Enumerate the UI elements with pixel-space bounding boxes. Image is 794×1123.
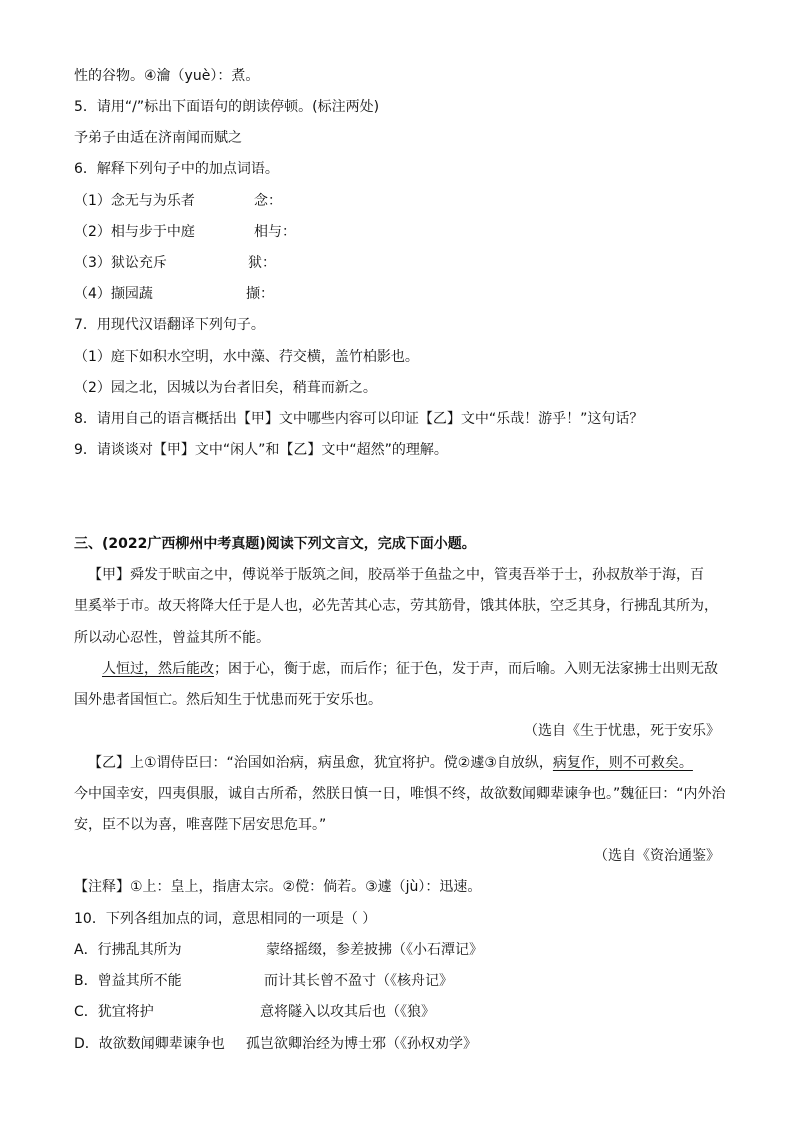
q10-option-d: D．故欲数闻卿辈谏争也 孤岂欲卿治经为博士邪（《孙权劝学》 <box>74 1036 477 1052</box>
q10-option-a: A．行拂乱其所为 蒙络摇缀，参差披拂（《小石潭记》 <box>74 942 483 958</box>
q7-item-2: （2）园之北，因城以为台者旧矣，稍葺而新之。 <box>74 380 377 396</box>
jia-paragraph-1-line-3: 所以动心忍性，曾益其所不能。 <box>74 630 270 646</box>
q6-item-4 <box>74 284 274 304</box>
underlined-phrase: 病复作，则不可救矣。 <box>552 755 693 771</box>
q6-item-2 <box>74 222 296 242</box>
q6-item-word: 念： <box>254 193 282 209</box>
annotation-notes: 【注释】①上：皇上，指唐太宗。②傥：倘若。③遽（jù）：迅速。 <box>74 879 482 895</box>
question-6: 6．解释下列句子中的加点词语。 <box>74 161 279 177</box>
yi-line-1: 【乙】上①谓侍臣曰：“治国如治病，病虽愈，犹宜将护。傥②遽③自放纵，病复作，则不可救矣。 <box>88 755 693 771</box>
question-7: 7．用现代汉语翻译下列句子。 <box>74 317 265 333</box>
jia-source: （选自《生于忧患，死于安乐》 <box>524 723 720 739</box>
q6-item-sentence: （3）狱讼充斥 <box>74 255 167 271</box>
yi-line-3: 安，臣不以为喜，唯喜陛下居安思危耳。” <box>74 817 327 833</box>
section-three-heading: 三、(2022广西柳州中考真题)阅读下列文言文，完成下面小题。 <box>74 536 476 552</box>
jia-paragraph-1-line-2: 里奚举于市。故天将降大任于是人也，必先苦其心志，劳其筋骨，饿其体肤，空乏其身，行拂乱其所为， <box>74 598 718 614</box>
question-5-sentence: 予弟子由适在济南闻而赋之 <box>74 130 242 146</box>
q6-item-1 <box>74 191 282 211</box>
question-10: 10．下列各组加点的词，意思相同的一项是（ ） <box>74 911 377 927</box>
q6-item-sentence: （1）念无与为乐者 <box>74 193 195 209</box>
jia-paragraph-1-line-1: 【甲】舜发于畎亩之中，傅说举于版筑之间，胶鬲举于鱼盐之中，管夷吾举于士，孙叔敖举于海，百 <box>88 567 704 583</box>
underlined-phrase: 人恒过，然后能改 <box>102 661 214 677</box>
note-4-line: 性的谷物。④瀹（yuè）：煮。 <box>74 68 260 84</box>
q6-item-word: 相与： <box>254 224 296 240</box>
q7-item-1: （1）庭下如积水空明，水中藻、荇交横，盖竹柏影也。 <box>74 349 419 365</box>
q6-item-word: 狱： <box>248 255 276 271</box>
q6-item-sentence: （4）撷园蔬 <box>74 286 153 302</box>
question-8: 8．请用自己的语言概括出【甲】文中哪些内容可以印证【乙】文中“乐哉！游乎！”这句话？ <box>74 411 644 427</box>
jia-paragraph-2-line-1: 人恒过，然后能改；困于心，衡于虑，而后作；征于色，发于声，而后喻。入则无法家拂士出则无敌 <box>102 661 718 677</box>
question-5: 5．请用“/”标出下面语句的朗读停顿。(标注两处) <box>74 99 380 115</box>
q6-item-3 <box>74 253 276 273</box>
q10-option-c: C．犹宜将护 意将隧入以攻其后也（《狼》 <box>74 1004 435 1020</box>
yi-source: （选自《资治通鉴》 <box>594 848 720 864</box>
jia-paragraph-2-line-2: 国外患者国恒亡。然后知生于忧患而死于安乐也。 <box>74 692 382 708</box>
q6-item-word: 撷： <box>246 286 274 302</box>
q6-item-sentence: （2）相与步于中庭 <box>74 224 195 240</box>
question-9: 9．请谈谈对【甲】文中“闲人”和【乙】文中“超然”的理解。 <box>74 442 448 458</box>
q10-option-b: B．曾益其所不能 而计其长曾不盈寸（《核舟记》 <box>74 973 453 989</box>
yi-line-2: 今中国幸安，四夷俱服，诚自古所希，然朕日慎一日，唯惧不终，故欲数闻卿辈谏争也。”魏征曰：“内外治 <box>74 786 726 802</box>
